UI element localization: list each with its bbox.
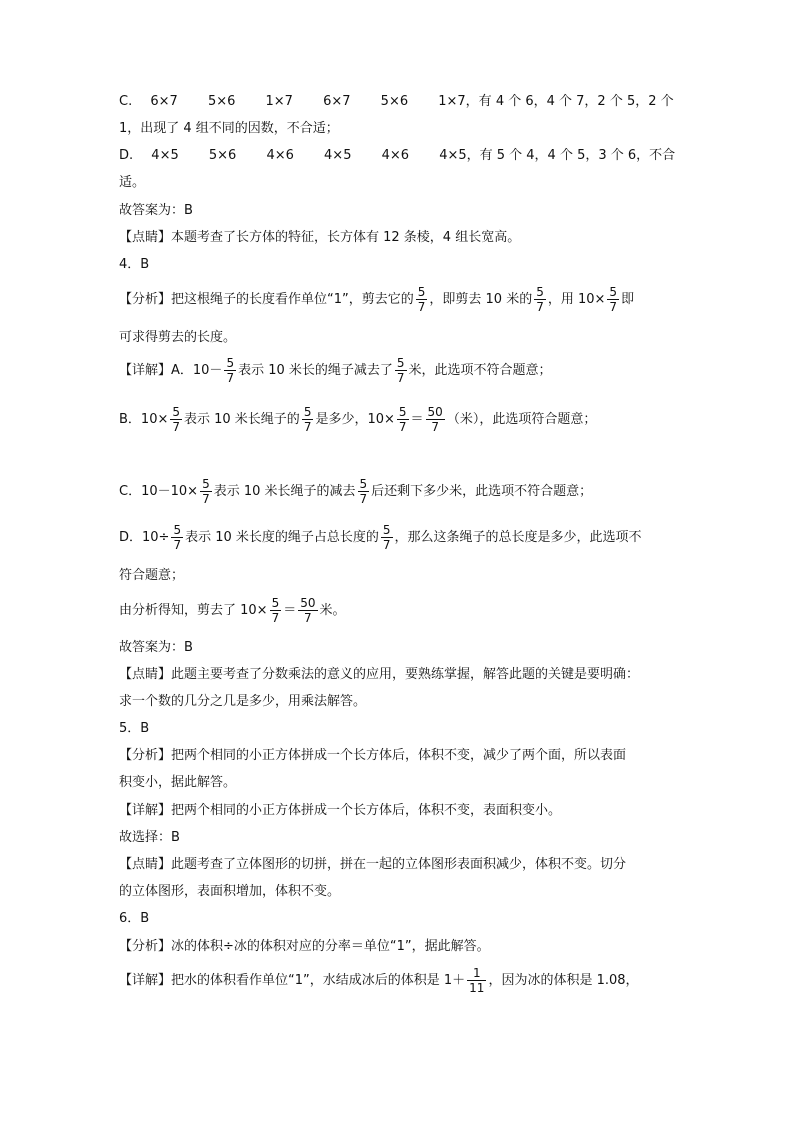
fraction: $\frac{5}{7}$ bbox=[303, 405, 312, 434]
comment-line: 【点睛】此题考查了立体图形的切拼，拼在一起的立体图形表面积减少，体积不变。切分 bbox=[119, 857, 627, 872]
fraction: $\frac{5}{7}$ bbox=[173, 523, 182, 552]
text: （米），此选项符合题意； bbox=[446, 412, 597, 427]
analysis-continuation: 可求得剪去的长度。 bbox=[119, 330, 237, 345]
option-c-detail bbox=[119, 477, 592, 506]
text: 米。 bbox=[319, 603, 346, 618]
expr: 6×7 bbox=[323, 94, 351, 109]
fraction: $\frac{5}{7}$ bbox=[398, 405, 407, 434]
fraction: $\frac{5}{7}$ bbox=[202, 477, 210, 506]
expr: 4×5，有 5 个 4，4 个 5，3 个 6，不合 bbox=[439, 148, 676, 163]
text: ，那么这条绳子的总长度是多少，此选项不 bbox=[394, 530, 642, 545]
text: 表示 10 米长的绳子减去了 bbox=[238, 363, 393, 378]
option-b-line bbox=[119, 405, 596, 434]
option-d-continuation: 适。 bbox=[119, 175, 146, 190]
text: ＝ bbox=[410, 412, 424, 427]
answer-line: 故选择：B bbox=[119, 830, 180, 845]
fraction: $\frac{1}{11}$ bbox=[469, 966, 485, 995]
text: 米，此选项不符合题意； bbox=[408, 363, 552, 378]
text: 由分析得知，剪去了 10× bbox=[119, 603, 268, 618]
fraction: $\frac{5}{7}$ bbox=[396, 356, 405, 385]
analysis-line: 【分析】冰的体积÷冰的体积对应的分率＝单位“1”，据此解答。 bbox=[119, 939, 490, 954]
comment-continuation: 求一个数的几分之几是多少，用乘法解答。 bbox=[119, 694, 367, 709]
fraction: $\frac{5}{7}$ bbox=[382, 523, 391, 552]
fraction: $\frac{5}{7}$ bbox=[417, 285, 426, 314]
option-c-label: C. bbox=[119, 94, 133, 109]
fraction: $\frac{5}{7}$ bbox=[609, 285, 618, 314]
fraction: $\frac{50}{7}$ bbox=[427, 405, 443, 434]
answer-line: 故答案为：B bbox=[119, 640, 193, 655]
option-d-detail bbox=[119, 523, 642, 552]
text: ，因为冰的体积是 1.08， bbox=[488, 973, 639, 988]
expr: 5×6 bbox=[208, 148, 237, 163]
comment-line: 【点睛】此题主要考查了分数乘法的意义的应用，要熟练掌握，解答此题的关键是要明确： bbox=[119, 667, 640, 682]
text: 即 bbox=[621, 292, 635, 307]
expr: 6×7 bbox=[150, 94, 178, 109]
detail-line: 【详解】把两个相同的小正方体拼成一个长方体后，体积不变，表面积变小。 bbox=[119, 803, 562, 818]
expr: 4×6 bbox=[381, 148, 410, 163]
text: 后还剩下多少米，此选项不符合题意； bbox=[371, 484, 593, 499]
fraction: $\frac{5}{7}$ bbox=[359, 477, 368, 506]
analysis-line bbox=[119, 285, 634, 314]
question-number: 5．B bbox=[119, 721, 150, 736]
text: ，即剪去 10 米的 bbox=[429, 292, 533, 307]
expr: 5×6 bbox=[380, 94, 409, 109]
fraction: $\frac{5}{7}$ bbox=[172, 405, 180, 434]
text: 是多少，10× bbox=[315, 412, 395, 427]
question-number: 4．B bbox=[119, 257, 150, 272]
fraction: $\frac{5}{7}$ bbox=[271, 596, 280, 625]
comment-line: 【点睛】本题考查了长方体的特征，长方体有 12 条棱，4 组长宽高。 bbox=[119, 230, 521, 245]
fraction: $\frac{5}{7}$ bbox=[536, 285, 544, 314]
fraction: $\frac{50}{7}$ bbox=[300, 596, 316, 625]
detail-line-a bbox=[119, 356, 552, 385]
text: 表示 10 米长绳子的减去 bbox=[213, 484, 356, 499]
fraction: $\frac{5}{7}$ bbox=[226, 356, 235, 385]
comment-continuation: 的立体图形，表面积增加，体积不变。 bbox=[119, 884, 341, 899]
text: 表示 10 米长度的绳子占总长度的 bbox=[185, 530, 379, 545]
summary-line bbox=[119, 596, 346, 625]
option-c-line bbox=[119, 94, 674, 110]
expr: 4×5 bbox=[324, 148, 352, 163]
text: B．10× bbox=[119, 412, 169, 427]
detail-line bbox=[119, 966, 639, 995]
text: 【详解】A．10－ bbox=[119, 363, 223, 378]
analysis-line: 【分析】把两个相同的小正方体拼成一个长方体后，体积不变，减少了两个面，所以表面 bbox=[119, 748, 627, 763]
option-d-continuation-2: 符合题意； bbox=[119, 568, 185, 583]
expr: 1×7，有 4 个 6，4 个 7，2 个 5，2 个 bbox=[438, 94, 674, 109]
text: 【详解】把水的体积看作单位“1”，水结成冰后的体积是 1＋ bbox=[119, 973, 466, 988]
text: ＝ bbox=[283, 603, 297, 618]
analysis-continuation: 积变小，据此解答。 bbox=[119, 775, 237, 790]
expr: 4×6 bbox=[266, 148, 294, 163]
text: 【分析】把这根绳子的长度看作单位“1”，剪去它的 bbox=[119, 292, 414, 307]
text: ，用 10× bbox=[547, 292, 606, 307]
text: D．10÷ bbox=[119, 530, 170, 545]
option-c-continuation: 1，出现了 4 组不同的因数，不合适； bbox=[119, 121, 339, 136]
option-d-label: D. bbox=[119, 148, 134, 163]
question-number: 6．B bbox=[119, 911, 150, 926]
text: C．10－10× bbox=[119, 484, 199, 499]
answer-line: 故答案为：B bbox=[119, 203, 193, 218]
option-d-line bbox=[119, 148, 675, 164]
expr: 5×6 bbox=[207, 94, 236, 109]
text: 表示 10 米长绳子的 bbox=[184, 412, 300, 427]
expr: 1×7 bbox=[265, 94, 293, 109]
expr: 4×5 bbox=[151, 148, 179, 163]
